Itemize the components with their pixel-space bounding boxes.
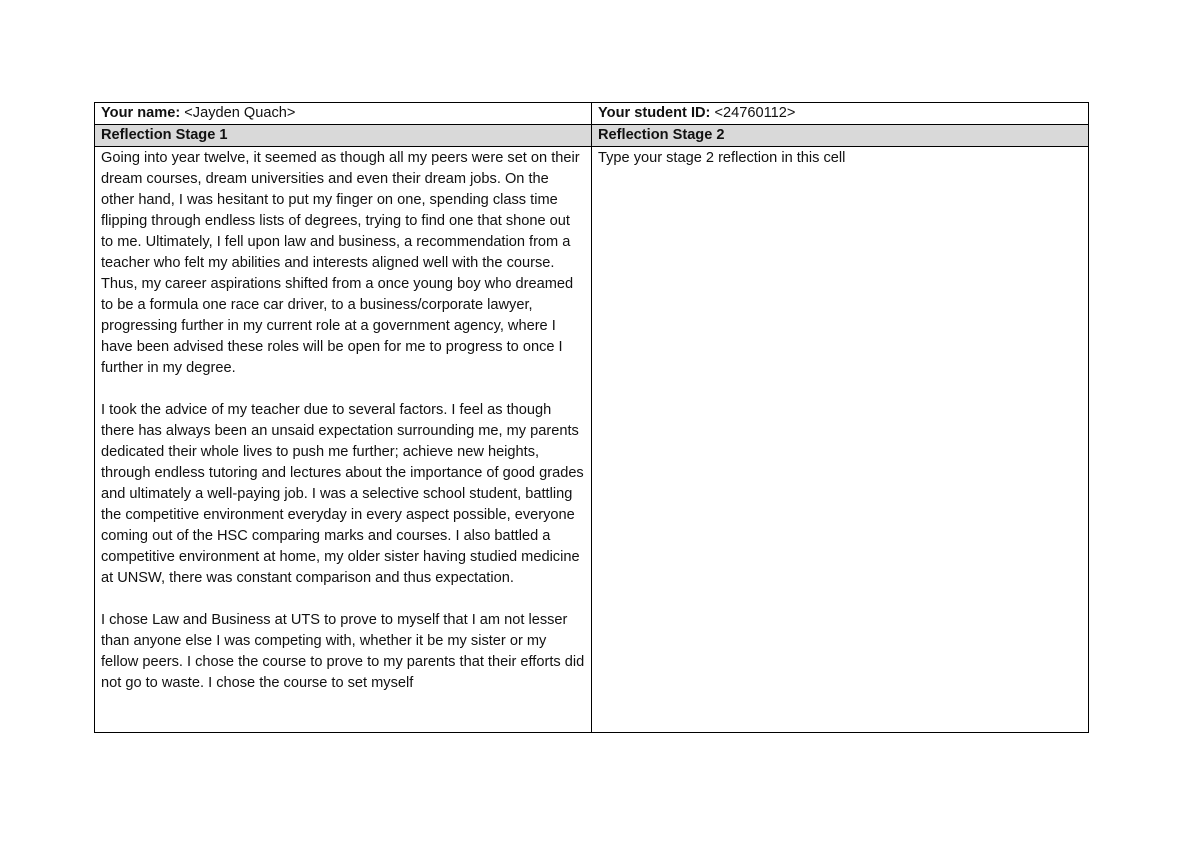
stage-header-row	[95, 125, 1089, 147]
stage2-placeholder: Type your stage 2 reflection in this cell	[598, 150, 846, 166]
stage2-reflection-cell[interactable]	[592, 147, 1089, 733]
name-value: <Jayden Quach>	[184, 105, 296, 121]
stage1-reflection-cell[interactable]	[95, 147, 592, 733]
student-id-label: Your student ID:	[598, 105, 711, 121]
identity-row	[95, 103, 1089, 125]
stage1-title: Reflection Stage 1	[95, 125, 592, 147]
student-id-value: <24760112>	[714, 105, 796, 121]
student-id-cell[interactable]	[592, 103, 1089, 125]
name-label: Your name:	[101, 105, 181, 121]
stage2-title: Reflection Stage 2	[592, 125, 1089, 147]
stage1-paragraph-3: I chose Law and Business at UTS to prove to myself that I am not lesser than anyone else I was competing with, whether it be my sister or my fellow peers. I chose the course to prove to my parents that their efforts did not go to waste. I chose the course to set myself	[101, 612, 585, 691]
stage1-paragraph-1: Going into year twelve, it seemed as though all my peers were set on their dream courses, dream universities and even their dream jobs. On the other hand, I was hesitant to put my finger on one, spending class time flipping through endless lists of degrees, trying to find one that shone out to me. Ultimately, I fell upon law and business, a recommendation from a teacher who felt my abilities and interests aligned well with the course. Thus, my career aspirations shifted from a once young boy who dreamed to be a formula one race car driver, to a business/corporate lawyer, progressing further in my current role at a government agency, where I have been advised these roles will be open for me to progress to once I further in my degree.	[101, 150, 580, 376]
name-cell[interactable]	[95, 103, 592, 125]
reflection-body-row	[95, 147, 1089, 733]
reflection-table	[94, 102, 1089, 733]
stage1-paragraph-2: I took the advice of my teacher due to several factors. I feel as though there has always been an unsaid expectation surrounding me, my parents dedicated their whole lives to push me further; achieve new heights, through endless tutoring and lectures about the importance of good grades and ultimately a well-paying job. I was a selective school student, battling the competitive environment everyday in every aspect possible, everyone coming out of the HSC comparing marks and courses. I also battled a competitive environment at home, my older sister having studied medicine at UNSW, there was constant comparison and thus expectation.	[101, 402, 584, 586]
